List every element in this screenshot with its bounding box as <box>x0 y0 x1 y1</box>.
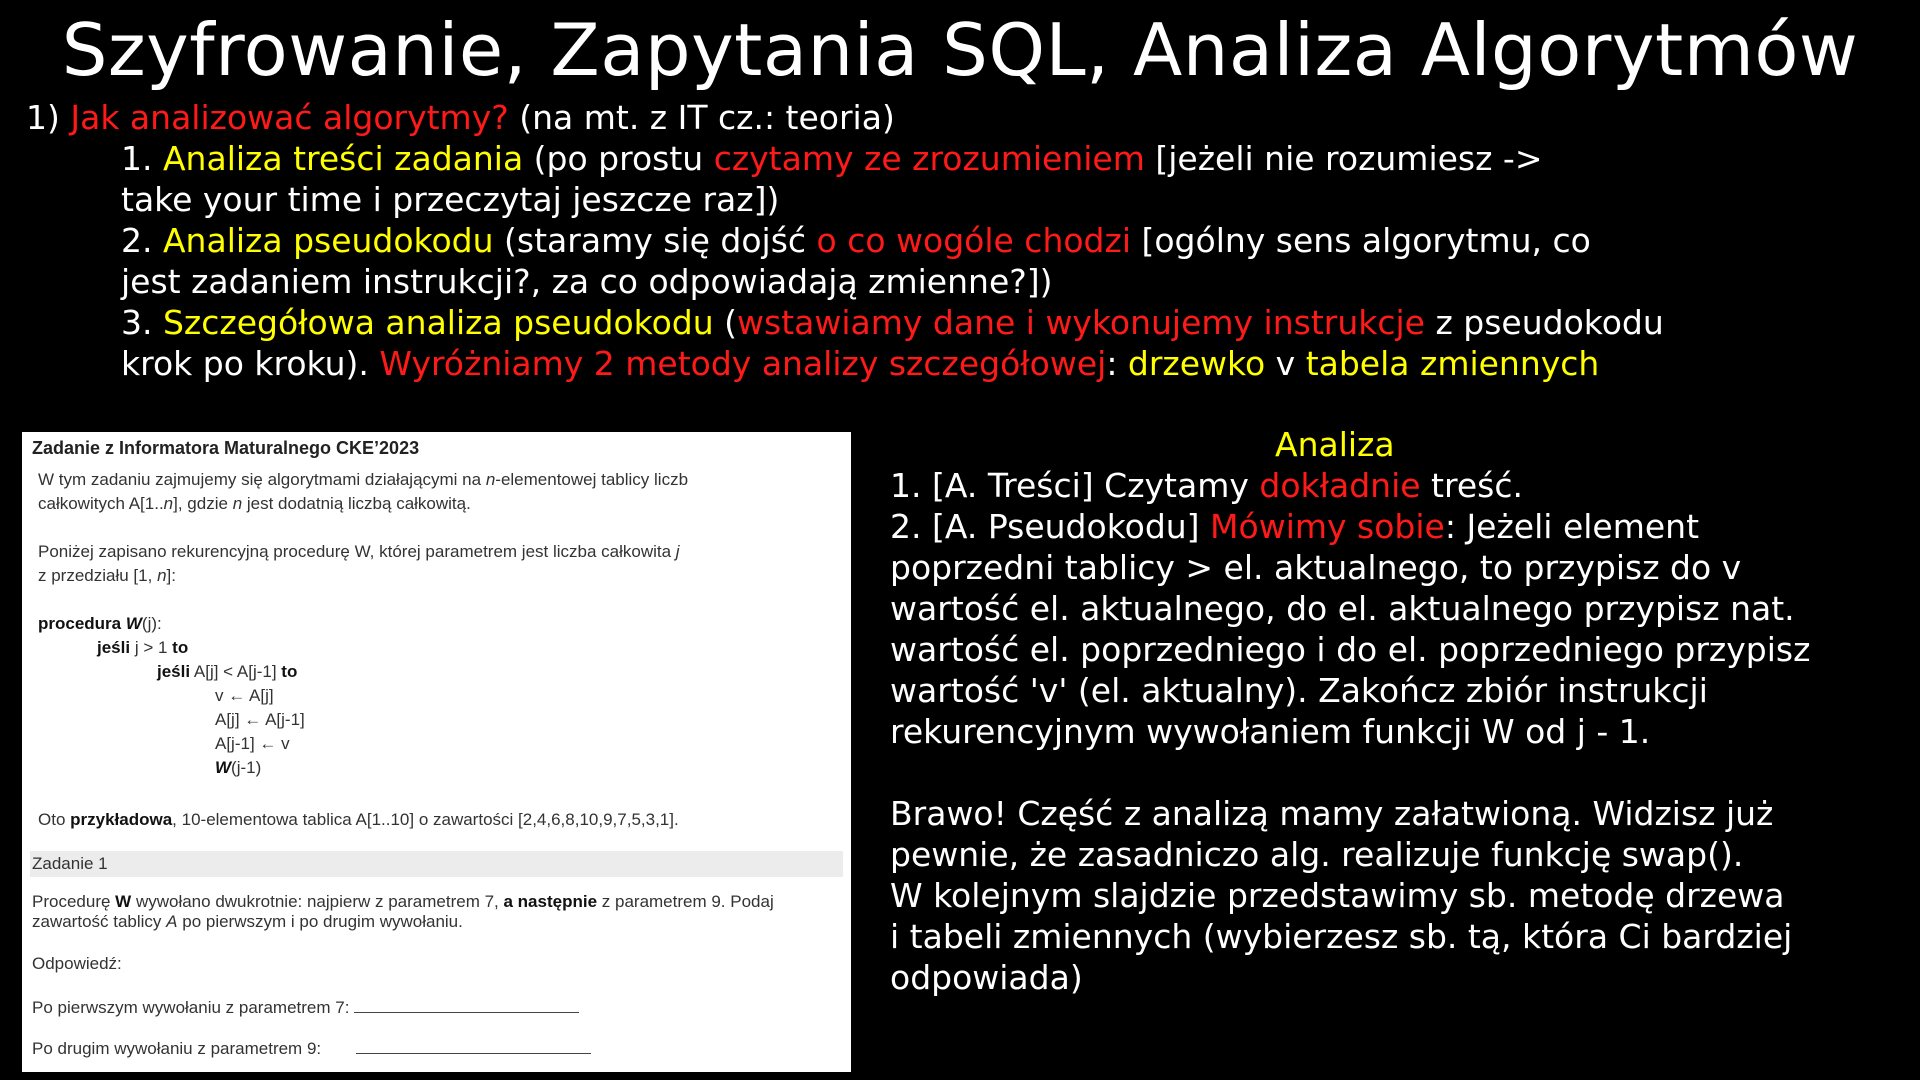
code-line-procedure <box>38 612 162 636</box>
text-run: Mówimy sobie <box>1210 507 1445 546</box>
text-run: wartość el. aktualnego, do el. aktualnego przypisz nat. <box>890 589 1795 628</box>
doc-text: W <box>215 758 232 777</box>
text-run: jest zadaniem instrukcji?, za co odpowiadają zmienne?]) <box>121 262 1053 301</box>
code-line-if-2 <box>157 660 297 684</box>
analysis-line-3 <box>890 547 1741 588</box>
doc-text: procedura <box>38 614 126 633</box>
doc-paragraph-1-line-2 <box>38 492 471 516</box>
code-line-assign-aj1: A[j-1] ← v <box>215 734 290 753</box>
doc-paragraph-1-line-1 <box>38 468 688 492</box>
doc-text: po pierwszym i po drugim wywołaniu. <box>177 912 463 931</box>
doc-text: Poniżej zapisano rekurencyjną procedurę W, której parametrem jest liczba całkowita <box>38 542 676 561</box>
code-line-recursive-call <box>215 756 261 780</box>
answer-line-1 <box>32 994 579 1020</box>
text-run: wartość el. poprzedniego i do el. poprzedniego przypisz <box>890 630 1811 669</box>
doc-example <box>38 808 679 832</box>
doc-header: Zadanie z Informatora Maturalnego CKE’2023 <box>32 438 420 458</box>
doc-text: , 10-elementowa tablica A[1..10] o zawartości [2,4,6,8,10,9,7,5,3,1]. <box>172 810 679 829</box>
intro-line-2 <box>121 138 1543 179</box>
slide-title: Szyfrowanie, Zapytania SQL, Analiza Algorytmów <box>61 8 1859 92</box>
doc-text: n <box>163 494 174 513</box>
doc-paragraph-2-line-2 <box>38 564 176 588</box>
analysis-line-5 <box>890 629 1810 670</box>
text-run: [jeżeli nie rozumiesz -> <box>1144 139 1543 178</box>
doc-text: Oto <box>38 810 71 829</box>
doc-text: wywołano dwukrotnie: najpierw z parametrem 7, <box>131 892 504 911</box>
text-run: Analiza treści zadania <box>162 139 524 178</box>
doc-text: W tym zadaniu zajmujemy się algorytmami działającymi na <box>38 470 486 489</box>
analysis-line-2 <box>890 506 1699 547</box>
text-run: 2. <box>121 221 163 260</box>
analysis-line-9 <box>890 834 1743 875</box>
text-run: pewnie, że zasadniczo alg. realizuje funkcję swap(). <box>890 835 1744 874</box>
code-line-assign-aj: A[j] ← A[j-1] <box>215 710 305 729</box>
intro-line-4 <box>121 220 1591 261</box>
intro-line-7 <box>121 343 1599 384</box>
text-run: v <box>1265 344 1306 383</box>
doc-text: A[j] < A[j-1] <box>190 662 282 681</box>
text-run: Wyróżniamy 2 metody analizy szczegółowej <box>379 344 1107 383</box>
analysis-line-11 <box>890 916 1792 957</box>
doc-text: to <box>281 662 298 681</box>
doc-text: przykładowa <box>70 810 173 829</box>
doc-paragraph-2-line-1 <box>38 540 680 564</box>
text-run: poprzedni tablicy > el. aktualnego, to przypisz do v <box>890 548 1742 587</box>
doc-text: n <box>485 470 496 489</box>
doc-text: A <box>166 912 178 931</box>
analysis-title: Analiza <box>1275 425 1395 464</box>
text-run: [ogólny sens algorytmu, co <box>1131 221 1591 260</box>
doc-text: (j): <box>141 614 162 633</box>
doc-text: Procedurę <box>32 892 116 911</box>
text-run: take your time i przeczytaj jeszcze raz]) <box>121 180 780 219</box>
text-run: rekurencyjnym wywołaniem funkcji W od j - 1. <box>890 712 1651 751</box>
answer-label: Odpowiedź: <box>32 954 122 973</box>
text-run: Analiza pseudokodu <box>162 221 494 260</box>
doc-text: zawartość tablicy <box>32 912 167 931</box>
analysis-line-7 <box>890 711 1650 752</box>
intro-line-6 <box>121 302 1664 343</box>
text-run: 1) <box>26 98 71 137</box>
doc-text: j <box>675 542 680 561</box>
analysis-line-12 <box>890 957 1083 998</box>
text-run: o co wogóle chodzi <box>816 221 1131 260</box>
text-run: treść. <box>1420 466 1523 505</box>
text-run: Jak analizować algorytmy? <box>70 98 509 137</box>
text-run: Brawo! Część z analizą mamy załatwioną. Widzisz już <box>890 794 1774 833</box>
text-run: : Jeżeli element <box>1444 507 1700 546</box>
doc-text: j > 1 <box>130 638 173 657</box>
doc-text: ]: <box>166 566 176 585</box>
text-run: (na mt. z IT cz.: teoria) <box>508 98 895 137</box>
doc-text: W <box>125 614 142 633</box>
doc-text: jest dodatnią liczbą całkowitą. <box>242 494 471 513</box>
text-run: (staramy się dojść <box>493 221 817 260</box>
text-run: 1. [A. Treści] Czytamy <box>890 466 1260 505</box>
doc-text: a następnie <box>503 892 598 911</box>
doc-text: (j-1) <box>231 758 262 777</box>
doc-text: to <box>172 638 189 657</box>
code-line-assign-v: v ← A[j] <box>215 686 274 705</box>
text-run: 2. [A. Pseudokodu] <box>890 507 1211 546</box>
doc-text: n <box>157 566 167 585</box>
doc-text: jeśli <box>157 662 191 681</box>
analysis-line-8 <box>890 793 1773 834</box>
answer-blank-2 <box>356 1035 591 1054</box>
doc-text: Po pierwszym wywołaniu z parametrem 7: <box>32 998 350 1017</box>
text-run: z pseudokodu <box>1424 303 1664 342</box>
text-run: Szczegółowa analiza pseudokodu <box>162 303 714 342</box>
text-run: i tabeli zmiennych (wybierzesz sb. tą, która Ci bardziej <box>890 917 1793 956</box>
doc-text: Po drugim wywołaniu z parametrem 9: <box>32 1039 322 1058</box>
task-label: Zadanie 1 <box>32 854 108 873</box>
answer-blank-1 <box>354 994 579 1013</box>
analysis-line-6 <box>890 670 1708 711</box>
intro-line-1 <box>26 97 895 138</box>
task-question-line-2 <box>32 910 463 934</box>
doc-text: jeśli <box>97 638 131 657</box>
doc-text: n <box>232 494 243 513</box>
analysis-line-1 <box>890 465 1523 506</box>
text-run: 1. <box>121 139 163 178</box>
task-label-band <box>30 851 843 877</box>
exam-task-image <box>22 432 851 1072</box>
text-run: W kolejnym slajdzie przedstawimy sb. metodę drzewa <box>890 876 1785 915</box>
doc-text: całkowitych A[1.. <box>38 494 164 513</box>
analysis-line-4 <box>890 588 1795 629</box>
text-run: (po prostu <box>523 139 714 178</box>
analysis-line-10 <box>890 875 1785 916</box>
doc-text: -elementowej tablicy liczb <box>495 470 689 489</box>
text-run: drzewko <box>1127 344 1266 383</box>
text-run: : <box>1106 344 1128 383</box>
doc-text: W <box>115 892 132 911</box>
text-run: tabela zmiennych <box>1305 344 1600 383</box>
text-run: krok po kroku). <box>121 344 380 383</box>
text-run: 3. <box>121 303 163 342</box>
intro-line-3 <box>121 179 779 220</box>
doc-text: ], gdzie <box>173 494 233 513</box>
intro-line-5 <box>121 261 1053 302</box>
text-run: wartość 'v' (el. aktualny). Zakończ zbiór instrukcji <box>890 671 1708 710</box>
doc-text: z przedziału [1, <box>38 566 158 585</box>
code-line-if-1 <box>97 636 188 660</box>
doc-text: z parametrem 9. Podaj <box>597 892 774 911</box>
text-run: wstawiamy dane i wykonujemy instrukcje <box>737 303 1425 342</box>
text-run: dokładnie <box>1259 466 1421 505</box>
text-run: odpowiada) <box>890 958 1083 997</box>
text-run: ( <box>713 303 738 342</box>
answer-line-2 <box>32 1035 591 1061</box>
text-run: czytamy ze zrozumieniem <box>713 139 1145 178</box>
